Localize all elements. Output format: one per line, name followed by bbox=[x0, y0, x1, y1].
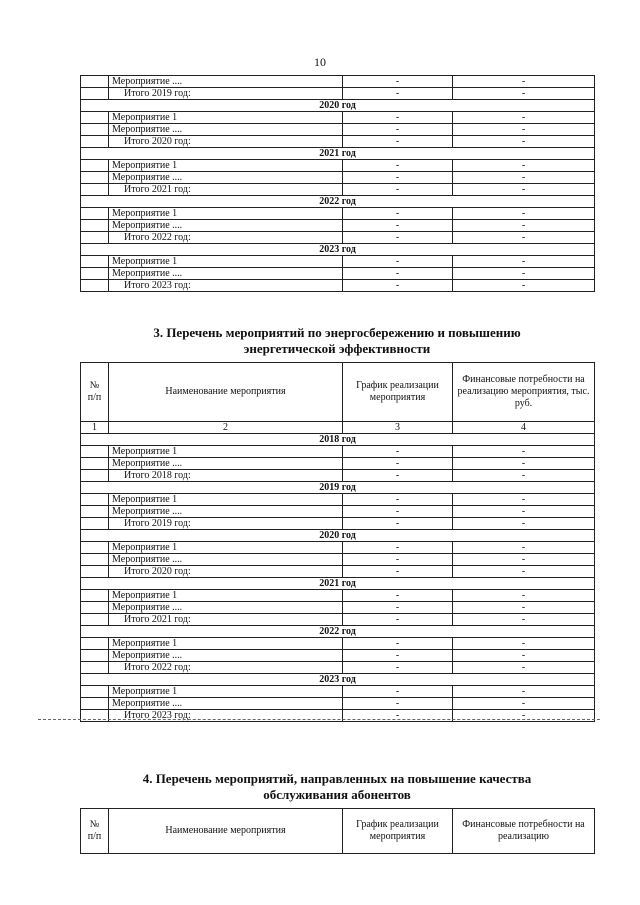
table-row bbox=[81, 268, 595, 280]
activity-name: Мероприятие .... bbox=[109, 268, 343, 280]
activity-name: Мероприятие 1 bbox=[109, 112, 343, 124]
finance-value: - bbox=[453, 506, 595, 518]
schedule-value: - bbox=[343, 542, 453, 554]
schedule-value: - bbox=[343, 710, 453, 722]
schedule-value: - bbox=[343, 232, 453, 244]
section-4-title-line2: обслуживания абонентов bbox=[263, 787, 411, 802]
row-number-cell bbox=[81, 494, 109, 506]
row-number-cell bbox=[81, 446, 109, 458]
year-row bbox=[81, 148, 595, 160]
schedule-value: - bbox=[343, 280, 453, 292]
finance-value: - bbox=[453, 638, 595, 650]
row-number-cell bbox=[81, 458, 109, 470]
finance-value: - bbox=[453, 268, 595, 280]
schedule-value: - bbox=[343, 458, 453, 470]
schedule-value: - bbox=[343, 614, 453, 626]
activity-name: Мероприятие 1 bbox=[109, 686, 343, 698]
row-number-cell bbox=[81, 554, 109, 566]
table-row bbox=[81, 232, 595, 244]
year-heading: 2023 год bbox=[81, 244, 595, 256]
table-row bbox=[81, 506, 595, 518]
continuation-table bbox=[80, 75, 595, 292]
row-number-cell bbox=[81, 88, 109, 100]
schedule-value: - bbox=[343, 76, 453, 88]
activity-name: Итого 2019 год: bbox=[109, 518, 343, 530]
row-number-cell bbox=[81, 662, 109, 674]
row-number-cell bbox=[81, 172, 109, 184]
schedule-value: - bbox=[343, 136, 453, 148]
table-row bbox=[81, 602, 595, 614]
header-schedule: График реализации мероприятия bbox=[343, 809, 453, 854]
col-number-2: 2 bbox=[109, 422, 343, 434]
finance-value: - bbox=[453, 710, 595, 722]
table-row bbox=[81, 518, 595, 530]
row-number-cell bbox=[81, 220, 109, 232]
table-row bbox=[81, 112, 595, 124]
schedule-value: - bbox=[343, 662, 453, 674]
header-finance: Финансовые потребности на реализацию мероприятия, тыс. руб. bbox=[453, 363, 595, 422]
year-row bbox=[81, 100, 595, 112]
schedule-value: - bbox=[343, 112, 453, 124]
finance-value: - bbox=[453, 76, 595, 88]
section-3-title-line2: энергетической эффективности bbox=[243, 341, 431, 356]
row-number-cell bbox=[81, 650, 109, 662]
schedule-value: - bbox=[343, 698, 453, 710]
year-heading: 2018 год bbox=[81, 434, 595, 446]
year-heading: 2022 год bbox=[81, 626, 595, 638]
table-row bbox=[81, 566, 595, 578]
row-number-cell bbox=[81, 184, 109, 196]
activity-name: Итого 2022 год: bbox=[109, 662, 343, 674]
row-number-cell bbox=[81, 566, 109, 578]
year-row bbox=[81, 434, 595, 446]
finance-value: - bbox=[453, 494, 595, 506]
table-row bbox=[81, 554, 595, 566]
finance-value: - bbox=[453, 184, 595, 196]
page-number: 10 bbox=[314, 55, 326, 69]
table-row bbox=[81, 446, 595, 458]
activity-name: Итого 2023 год: bbox=[109, 710, 343, 722]
row-number-cell bbox=[81, 698, 109, 710]
table-row bbox=[81, 650, 595, 662]
row-number-cell bbox=[81, 518, 109, 530]
schedule-value: - bbox=[343, 650, 453, 662]
section-4-title bbox=[80, 771, 594, 803]
finance-value: - bbox=[453, 136, 595, 148]
schedule-value: - bbox=[343, 638, 453, 650]
activity-name: Мероприятие 1 bbox=[109, 446, 343, 458]
activity-name: Мероприятие .... bbox=[109, 506, 343, 518]
activity-name: Мероприятие 1 bbox=[109, 208, 343, 220]
schedule-value: - bbox=[343, 590, 453, 602]
table-row bbox=[81, 614, 595, 626]
table-row bbox=[81, 542, 595, 554]
activity-name: Итого 2023 год: bbox=[109, 280, 343, 292]
activity-name: Мероприятие .... bbox=[109, 602, 343, 614]
activity-name: Мероприятие 1 bbox=[109, 542, 343, 554]
schedule-value: - bbox=[343, 160, 453, 172]
row-number-cell bbox=[81, 470, 109, 482]
schedule-value: - bbox=[343, 554, 453, 566]
finance-value: - bbox=[453, 458, 595, 470]
year-row bbox=[81, 530, 595, 542]
schedule-value: - bbox=[343, 602, 453, 614]
schedule-value: - bbox=[343, 686, 453, 698]
column-numbers-row bbox=[81, 422, 595, 434]
table-row bbox=[81, 136, 595, 148]
row-number-cell bbox=[81, 614, 109, 626]
finance-value: - bbox=[453, 280, 595, 292]
finance-value: - bbox=[453, 220, 595, 232]
row-number-cell bbox=[81, 590, 109, 602]
service-quality-table bbox=[80, 808, 595, 854]
finance-value: - bbox=[453, 614, 595, 626]
activity-name: Мероприятие .... bbox=[109, 220, 343, 232]
schedule-value: - bbox=[343, 446, 453, 458]
finance-value: - bbox=[453, 698, 595, 710]
table-row bbox=[81, 208, 595, 220]
scan-artifact-line bbox=[38, 719, 600, 720]
schedule-value: - bbox=[343, 256, 453, 268]
row-number-cell bbox=[81, 136, 109, 148]
year-row bbox=[81, 196, 595, 208]
section-3-title-line1: 3. Перечень мероприятий по энергосбережению и повышению bbox=[153, 325, 521, 340]
row-number-cell bbox=[81, 232, 109, 244]
activity-name: Мероприятие .... bbox=[109, 554, 343, 566]
activity-name: Итого 2018 год: bbox=[109, 470, 343, 482]
row-number-cell bbox=[81, 542, 109, 554]
finance-value: - bbox=[453, 650, 595, 662]
year-row bbox=[81, 578, 595, 590]
schedule-value: - bbox=[343, 88, 453, 100]
year-heading: 2022 год bbox=[81, 196, 595, 208]
finance-value: - bbox=[453, 554, 595, 566]
schedule-value: - bbox=[343, 220, 453, 232]
year-heading: 2020 год bbox=[81, 100, 595, 112]
activity-name: Мероприятие .... bbox=[109, 124, 343, 136]
activity-name: Итого 2020 год: bbox=[109, 566, 343, 578]
activity-name: Мероприятие 1 bbox=[109, 494, 343, 506]
table-row bbox=[81, 698, 595, 710]
table-row bbox=[81, 88, 595, 100]
finance-value: - bbox=[453, 112, 595, 124]
year-row bbox=[81, 482, 595, 494]
row-number-cell bbox=[81, 686, 109, 698]
row-number-cell bbox=[81, 124, 109, 136]
year-heading: 2023 год bbox=[81, 674, 595, 686]
activity-name: Мероприятие .... bbox=[109, 76, 343, 88]
finance-value: - bbox=[453, 566, 595, 578]
finance-value: - bbox=[453, 686, 595, 698]
year-row bbox=[81, 244, 595, 256]
schedule-value: - bbox=[343, 268, 453, 280]
row-number-cell bbox=[81, 208, 109, 220]
activity-name: Итого 2021 год: bbox=[109, 184, 343, 196]
header-name: Наименование мероприятия bbox=[109, 809, 343, 854]
finance-value: - bbox=[453, 232, 595, 244]
activity-name: Мероприятие .... bbox=[109, 172, 343, 184]
finance-value: - bbox=[453, 256, 595, 268]
row-number-cell bbox=[81, 506, 109, 518]
year-heading: 2019 год bbox=[81, 482, 595, 494]
finance-value: - bbox=[453, 542, 595, 554]
col-number-1: 1 bbox=[81, 422, 109, 434]
activity-name: Мероприятие 1 bbox=[109, 160, 343, 172]
row-number-cell bbox=[81, 256, 109, 268]
schedule-value: - bbox=[343, 494, 453, 506]
table-row bbox=[81, 220, 595, 232]
schedule-value: - bbox=[343, 506, 453, 518]
schedule-value: - bbox=[343, 184, 453, 196]
activity-name: Мероприятие 1 bbox=[109, 256, 343, 268]
header-num: № п/п bbox=[81, 809, 109, 854]
activity-name: Итого 2022 год: bbox=[109, 232, 343, 244]
col-number-3: 3 bbox=[343, 422, 453, 434]
activity-name: Итого 2020 год: bbox=[109, 136, 343, 148]
table-row bbox=[81, 686, 595, 698]
finance-value: - bbox=[453, 470, 595, 482]
header-schedule: График реализации мероприятия bbox=[343, 363, 453, 422]
header-name: Наименование мероприятия bbox=[109, 363, 343, 422]
activity-name: Итого 2021 год: bbox=[109, 614, 343, 626]
finance-value: - bbox=[453, 160, 595, 172]
header-finance: Финансовые потребности на реализацию bbox=[453, 809, 595, 854]
schedule-value: - bbox=[343, 172, 453, 184]
finance-value: - bbox=[453, 590, 595, 602]
year-heading: 2020 год bbox=[81, 530, 595, 542]
table-row bbox=[81, 124, 595, 136]
table-header-row bbox=[81, 809, 595, 854]
table-row bbox=[81, 172, 595, 184]
table-row bbox=[81, 280, 595, 292]
activity-name: Мероприятие 1 bbox=[109, 590, 343, 602]
activity-name: Итого 2019 год: bbox=[109, 88, 343, 100]
table-row bbox=[81, 494, 595, 506]
row-number-cell bbox=[81, 76, 109, 88]
section-4-title-line1: 4. Перечень мероприятий, направленных на повышение качества bbox=[142, 771, 532, 786]
activity-name: Мероприятие .... bbox=[109, 458, 343, 470]
table-row bbox=[81, 184, 595, 196]
schedule-value: - bbox=[343, 470, 453, 482]
table-row bbox=[81, 256, 595, 268]
activity-name: Мероприятие 1 bbox=[109, 638, 343, 650]
activity-name: Мероприятие .... bbox=[109, 650, 343, 662]
table-row bbox=[81, 160, 595, 172]
table-row bbox=[81, 76, 595, 88]
row-number-cell bbox=[81, 638, 109, 650]
year-row bbox=[81, 674, 595, 686]
activity-name: Мероприятие .... bbox=[109, 698, 343, 710]
row-number-cell bbox=[81, 268, 109, 280]
schedule-value: - bbox=[343, 124, 453, 136]
finance-value: - bbox=[453, 124, 595, 136]
table-row bbox=[81, 458, 595, 470]
table-row bbox=[81, 470, 595, 482]
schedule-value: - bbox=[343, 208, 453, 220]
finance-value: - bbox=[453, 446, 595, 458]
header-num: № п/п bbox=[81, 363, 109, 422]
table-header-row bbox=[81, 363, 595, 422]
table-row bbox=[81, 590, 595, 602]
table-row bbox=[81, 662, 595, 674]
section-3-title bbox=[80, 325, 594, 357]
schedule-value: - bbox=[343, 518, 453, 530]
finance-value: - bbox=[453, 88, 595, 100]
finance-value: - bbox=[453, 602, 595, 614]
row-number-cell bbox=[81, 160, 109, 172]
row-number-cell bbox=[81, 602, 109, 614]
year-heading: 2021 год bbox=[81, 148, 595, 160]
col-number-4: 4 bbox=[453, 422, 595, 434]
year-row bbox=[81, 626, 595, 638]
finance-value: - bbox=[453, 208, 595, 220]
row-number-cell bbox=[81, 112, 109, 124]
finance-value: - bbox=[453, 172, 595, 184]
schedule-value: - bbox=[343, 566, 453, 578]
finance-value: - bbox=[453, 518, 595, 530]
finance-value: - bbox=[453, 662, 595, 674]
year-heading: 2021 год bbox=[81, 578, 595, 590]
energy-efficiency-table bbox=[80, 362, 595, 722]
table-row bbox=[81, 638, 595, 650]
row-number-cell bbox=[81, 280, 109, 292]
